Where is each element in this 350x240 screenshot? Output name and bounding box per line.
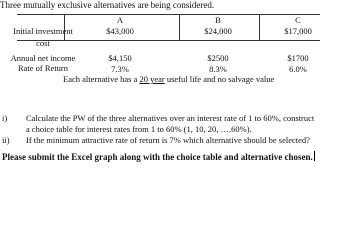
row-label-annual-net-income: Annual net income (10, 53, 76, 63)
cell-initial-a: $43,000 (106, 26, 134, 36)
question-number: i) (2, 113, 8, 123)
question-text: Calculate the PW of the three alternatives over an interest rate of 1 to 60%, construct (26, 113, 315, 123)
table-footnote (63, 74, 274, 84)
column-header-b: B (215, 15, 221, 25)
cell-income-a: $4,150 (108, 53, 132, 63)
footnote-text-after: useful life and no salvage value (164, 74, 275, 84)
row-label-initial-investment: Initial investment (13, 26, 73, 36)
text-cursor (314, 151, 315, 161)
cell-income-c: $1700 (287, 53, 309, 63)
cell-ror-c: 6.0% (289, 64, 307, 74)
final-instruction (2, 151, 315, 162)
row-label-rate-of-return: Rate of Return (17, 63, 69, 73)
table-top-border (17, 14, 320, 15)
column-header-a: A (116, 15, 124, 25)
table-col-divider (259, 14, 260, 40)
question-number: ii) (2, 135, 10, 145)
intro-text: Three mutually exclusive alternatives are being considered. (0, 0, 215, 10)
cell-ror-b: 8.3% (209, 64, 227, 74)
table-row-divider (17, 40, 320, 41)
question-text-cont: a choice table for interest rates from 1 to 60% (1, 10, 20, ….60%). (26, 124, 252, 134)
row-label-initial-investment-cont: cost (36, 38, 50, 48)
column-header-c: C (295, 15, 301, 25)
question-text: If the minimum attractive rate of return is 7% which alternative should be selected? (26, 135, 310, 145)
cell-ror-a: 7.3% (111, 64, 129, 74)
cell-initial-c: $17,000 (284, 26, 312, 36)
cell-income-b: $2500 (207, 53, 229, 63)
alternatives-table (0, 14, 320, 110)
cell-initial-b: $24,000 (204, 26, 232, 36)
final-instruction-text: Please submit the Excel graph along with the choice table and alternative chosen. (2, 152, 313, 162)
footnote-underlined-life: 20 year (139, 74, 165, 84)
table-col-divider (179, 14, 180, 40)
footnote-text-before: Each alternative has a (63, 74, 140, 84)
